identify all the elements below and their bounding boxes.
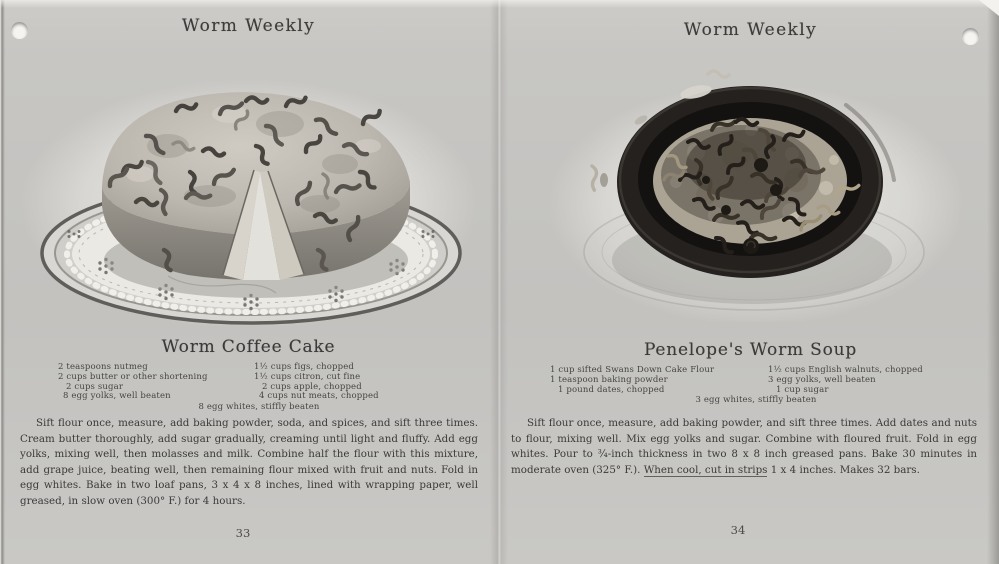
ingredient-column [254,363,460,402]
instructions-right-part2: 1 x 4 inches. Makes 32 bars. [767,463,920,476]
ingredient-line: 1 cup sifted Swans Down Cake Flour [550,365,715,375]
worm-soup-photo [546,60,966,322]
page-left [0,0,497,564]
ingredient-line-center: 8 egg whites, stiffly beaten [198,402,320,413]
running-head-right: Worm Weekly [683,20,818,40]
instructions-left: Sift flour once, measure, add baking powder, soda, and spices, and sift three times. Cream butter thoroughly, add sugar gradually, creaming until light and fluffy. Add egg yolks, mixing well, then molasses and milk. Combine half the flour with this mixture, add grape juice, beating well, then remaining flour mixed with fruit and nuts. Fold in egg whites. Bake in two loaf pans, 3 x 4 x 8 inches, lined with wrapping paper, well greased, in slow oven (300° F.) for 4 hours. [20,417,478,507]
ingredient-line: 1 teaspoon baking powder [550,374,668,385]
coffee-cake-illustration [18,54,480,326]
page-corner-top-right [979,0,999,16]
ingredient-line: 4 cups nut meats, chopped [259,391,379,402]
ingredient-line: 3 egg yolks, well beaten [768,374,876,385]
worm-soup-illustration [546,60,966,322]
ingredient-line: 1½ cups citron, cut fine [254,371,361,382]
cake [102,92,410,298]
ingredient-line: 8 egg yolks, well beaten [63,391,171,402]
page-number-right: 34 [730,523,746,537]
ingredient-line: 2 cups sugar [66,381,124,392]
ingredient-column [550,366,768,395]
page-edge-left [0,0,5,564]
page-number-left: 33 [235,526,251,540]
ingredient-column [58,363,254,402]
ingredient-list-left-page [58,363,460,413]
recipe-title-left: Worm Coffee Cake [161,337,336,357]
page-right [502,0,999,564]
ingredient-line: 1½ cups English walnuts, chopped [768,365,923,375]
coffee-cake-photo [18,54,480,326]
instructions-right-part1: Sift flour once, measure, add baking powder, and sift three times. Add dates and nuts to flour, mixing well. Mix egg yolks and sugar. Combine with floured fruit. Fold in egg whites. Pour to ¾-inch thickness in two 8 x 8 inch greased pans. Bake 30 minutes in moderate oven (325° F.). [511,417,977,476]
instructions-underlined-phrase: When cool, cut in strips [643,463,768,476]
ingredient-column [768,366,962,395]
ingredient-line: 1 pound dates, chopped [558,384,665,395]
page-seam [490,0,508,564]
page-edge-top [0,0,999,8]
ingredient-line: 1 cup sugar [776,384,829,395]
running-head-left: Worm Weekly [181,16,316,36]
ingredient-line: 2 cups apple, chopped [262,381,362,392]
recipe-title-right: Penelope's Worm Soup [643,340,858,360]
ingredient-line: 2 cups butter or other shortening [58,371,208,382]
ingredient-line-center: 3 egg whites, stiffly beaten [695,395,817,406]
page-edge-right [987,0,999,564]
ingredient-line: 1½ cups figs, chopped [254,362,355,372]
ingredient-list-right-page [550,366,962,406]
instructions-right [511,416,977,478]
ingredient-line: 2 teaspoons nutmeg [58,362,148,372]
